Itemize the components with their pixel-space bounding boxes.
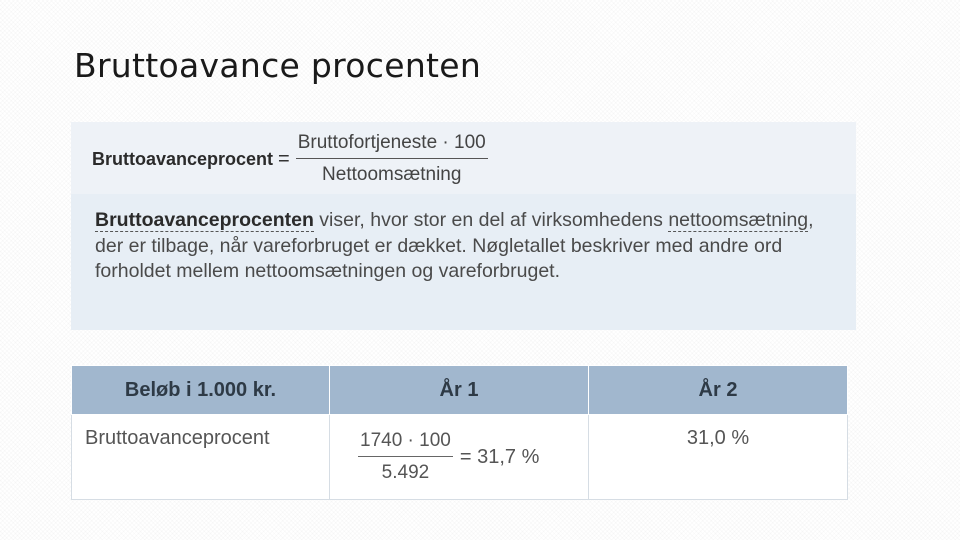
year-1-numerator: 1740 · 100 [360,430,451,451]
header-year-1: År 1 [330,366,589,415]
table-row [72,415,848,500]
definition-text [95,208,815,285]
formula-equals: = [278,147,290,170]
formula [92,132,488,186]
nettoomsaetning-link[interactable]: nettoomsætning [668,209,809,231]
definition-text-part-1: viser, hvor stor en del af virksomhedens [313,209,669,231]
formula-strip [71,122,856,194]
year-1-denominator: 5.492 [381,462,430,483]
formula-numerator: Bruttofortjeneste · 100 [297,132,486,153]
year-1-fraction [358,430,453,484]
year-1-result: = 31,7 % [459,445,540,468]
definition-term[interactable]: Bruttoavanceprocenten [95,209,314,231]
header-year-2: År 2 [589,366,848,415]
definition-box [71,122,856,330]
year-1-cell [330,415,589,500]
formula-fraction [296,132,488,186]
slide-title: Bruttoavance procenten [74,46,482,85]
formula-lhs: Bruttoavanceprocent [92,148,274,169]
row-label: Bruttoavanceprocent [72,415,330,500]
calculation-table [71,365,848,500]
table-header-row [72,366,848,415]
header-amount: Beløb i 1.000 kr. [72,366,330,415]
year-2-cell: 31,0 % [589,415,848,500]
formula-denominator: Nettoomsætning [322,164,462,185]
definition-text-part-2: , der er tilbage, når vareforbruget er dækket. Nøgletallet beskriver med andre ord forholdet mellem nettoomsætningen og vareforbruget. [95,209,814,282]
year-1-calculation [358,430,588,484]
